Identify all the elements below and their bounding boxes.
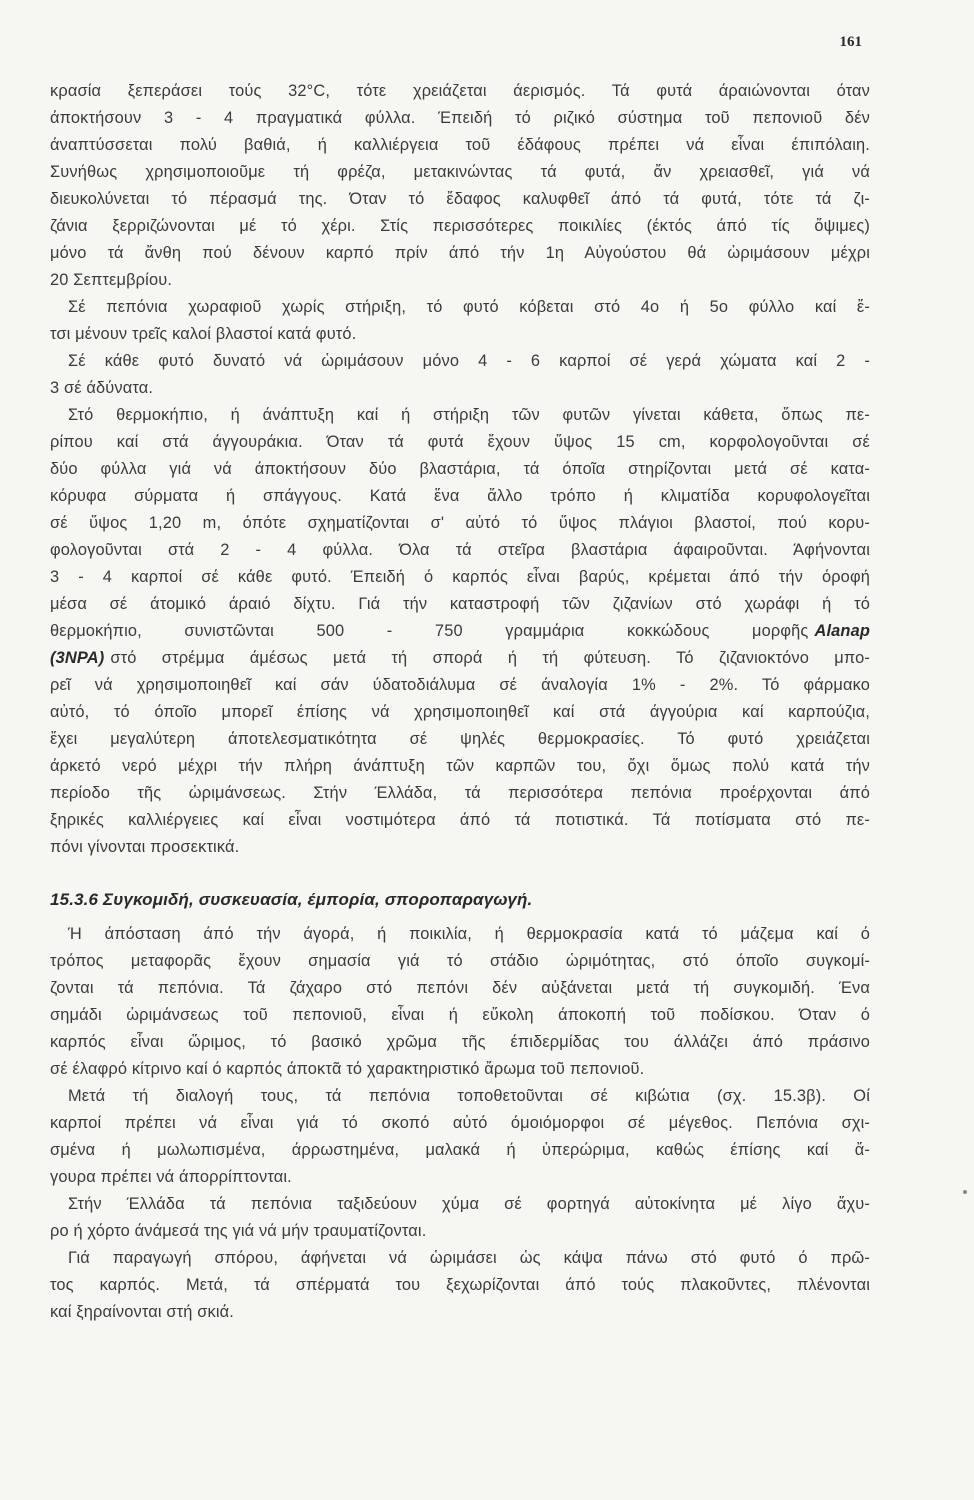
line-text: ρίπου καί στά άγγουράκια. Όταν τά φυτά ἔχουν ὕψος 15 cm, κορφολογοῦνται σέ	[50, 433, 870, 451]
line-text: σμένα ή μωλωπισμένα, άρρωστημένα, μαλακά ή ὑπερώριμα, καθώς έπίσης καί ἄ-	[50, 1141, 870, 1159]
line-text: άναπτύσσεται πολύ βαθιά, ή καλλιέργεια τοῦ έδάφους πρέπει νά εἶναι έπιπόλαιη.	[50, 136, 870, 154]
text-line	[50, 402, 870, 429]
page-body	[50, 78, 870, 1326]
text-line	[50, 375, 870, 402]
line-text: ρεῖ νά χρησιμοποιηθεῖ καί σάν ύδατοδιάλυμα σέ άναλογία 1% - 2%. Τό φάρμακο	[50, 676, 870, 694]
line-text: σέ έλαφρό κίτρινο καί ό καρπός άποκτᾶ τό χαρακτηριστικό ἄρωμα τοῦ πεπονιοῦ.	[50, 1060, 645, 1078]
text-line	[50, 1110, 870, 1137]
line-text: καρποί πρέπει νά εἶναι γιά τό σκοπό αὐτό όμοιόμορφοι σέ μέγεθος. Πεπόνια σχι-	[50, 1114, 870, 1132]
text-line	[50, 267, 870, 294]
text-line	[50, 429, 870, 456]
line-text: ρο ή χόρτο άνάμεσά της γιά νά μήν τραυματίζονται.	[50, 1222, 427, 1240]
line-text: Ή άπόσταση άπό τήν άγορά, ή ποικιλία, ή θερμοκρασία κατά τό μάζεμα καί ό	[68, 925, 870, 943]
line-text: ζονται τά πεπόνια. Τά ζάχαρο στό πεπόνι δέν αὐξάνεται μετά τή συγκομιδή. Ένα	[50, 979, 870, 997]
line-text: καί ξηραίνονται στή σκιά.	[50, 1303, 234, 1321]
line-text: γουρα πρέπει νά άπορρίπτονται.	[50, 1168, 292, 1186]
line-text: σέ ὕψος 1,20 m, όπότε σχηματίζονται σ' αὐτό τό ὕψος πλάγιοι βλαστοί, πού κορυ-	[50, 514, 870, 532]
text-line	[50, 321, 870, 348]
line-text: Γιά παραγωγή σπόρου, άφήνεται νά ὡριμάσει ὡς κάψα πάνω στό φυτό ό πρῶ-	[68, 1249, 870, 1267]
text-line	[50, 753, 870, 780]
line-text: κόρυφα σύρματα ή σπάγγους. Κατά ἕνα ἄλλο τρόπο ή κλιματίδα κορυφολογεῖται	[50, 487, 870, 505]
line-text: 3 σέ άδύνατα.	[50, 379, 154, 397]
line-text: τσι μένουν τρεῖς καλοί βλαστοί κατά φυτό.	[50, 325, 357, 343]
text-line	[50, 975, 870, 1002]
line-text: ξηρικές καλλιέργειες καί εἶναι νοστιμότερα άπό τά ποτιστικά. Τά ποτίσματα στό πε-	[50, 811, 870, 829]
line-text: θερμοκήπιο, συνιστῶνται 500 - 750 γραμμάρια κοκκώδους μορφῆς	[50, 622, 809, 640]
text-line	[50, 726, 870, 753]
line-text: καρπός εἶναι ὥριμος, τό βασικό χρῶμα τῆς έπιδερμίδας του άλλάζει άπό πράσινο	[50, 1033, 870, 1051]
text-line	[50, 1299, 870, 1326]
line-text: μόνο τά ἄνθη πού δένουν καρπό πρίν άπό τήν 1η Αὐγούστου θά ὡριμάσουν μέχρι	[50, 244, 870, 262]
text-line	[50, 921, 870, 948]
text-line	[50, 159, 870, 186]
text-line	[50, 1191, 870, 1218]
text-line	[50, 105, 870, 132]
line-text: άρκετό νερό μέχρι τήν πλήρη άνάπτυξη τῶν καρπῶν του, ὄχι ὅμως πολύ κατά τήν	[50, 757, 870, 775]
line-text: αὐτό, τό όποῖο μπορεῖ έπίσης νά χρησιμοποιηθεῖ καί στά άγγούρια καί καρπούζια,	[50, 703, 870, 721]
text-line	[50, 645, 870, 672]
line-text: Σέ κάθε φυτό δυνατό νά ὡριμάσουν μόνο 4 - 6 καρποί σέ γερά χώματα καί 2 -	[68, 352, 870, 370]
text-line	[50, 672, 870, 699]
text-line	[50, 948, 870, 975]
text-line	[50, 78, 870, 105]
line-text: Συνήθως χρησιμοποιοῦμε τή φρέζα, μετακινώντας τά φυτά, ἄν χρειασθεῖ, γιά νά	[50, 163, 870, 181]
line-text: μέσα σέ άτομικό άραιό δίχτυ. Γιά τήν καταστροφή τῶν ζιζανίων στό χωράφι ή τό	[50, 595, 870, 613]
text-line	[50, 483, 870, 510]
text-line	[50, 510, 870, 537]
line-text: ζάνια ξερριζώνονται μέ τό χέρι. Στίς περισσότερες ποικιλίες (έκτός άπό τίς ὄψιμες)	[50, 217, 870, 235]
text-line	[50, 294, 870, 321]
line-text: κρασία ξεπεράσει τούς 32°C, τότε χρειάζεται άερισμός. Τά φυτά άραιώνονται όταν	[50, 82, 870, 100]
text-line	[50, 1218, 870, 1245]
text-line	[50, 591, 870, 618]
text-line	[50, 1272, 870, 1299]
line-text: 3 - 4 καρποί σέ κάθε φυτό. Έπειδή ό καρπός εἶναι βαρύς, κρέμεται άπό τήν όροφή	[50, 568, 870, 586]
text-line	[50, 537, 870, 564]
scan-speck	[963, 1190, 967, 1194]
text-line	[50, 699, 870, 726]
text-line	[50, 1164, 870, 1191]
page-number: 161	[839, 34, 862, 50]
line-text: Στήν Έλλάδα τά πεπόνια ταξιδεύουν χύμα σέ φορτηγά αὐτοκίνητα μέ λίγο ἄχυ-	[68, 1195, 870, 1213]
line-text: άποκτήσουν 3 - 4 πραγματικά φύλλα. Έπειδή τό ριζικό σύστημα τοῦ πεπονιοῦ δέν	[50, 109, 870, 127]
text-line	[50, 1002, 870, 1029]
text-line	[50, 456, 870, 483]
text-line	[50, 780, 870, 807]
line-text: Στό θερμοκήπιο, ή άνάπτυξη καί ή στήριξη τῶν φυτῶν γίνεται κάθετα, ὅπως πε-	[68, 406, 870, 424]
text-line	[50, 1137, 870, 1164]
text-line	[50, 1056, 870, 1083]
text-line	[50, 834, 870, 861]
text-line	[50, 240, 870, 267]
text-line	[50, 1029, 870, 1056]
line-text: Μετά τή διαλογή τους, τά πεπόνια τοποθετοῦνται σέ κιβώτια (σχ. 15.3β). Οί	[68, 1087, 870, 1105]
text-line	[50, 348, 870, 375]
line-text: σημάδι ὡριμάνσεως τοῦ πεπονιοῦ, εἶναι ή εὔκολη άποκοπή τοῦ ποδίσκου. Όταν ό	[50, 1006, 870, 1024]
line-text: ἔχει μεγαλύτερη άποτελεσματικότητα σέ ψηλές θερμοκρασίες. Τό φυτό χρειάζεται	[50, 730, 870, 748]
line-text: 20 Σεπτεμβρίου.	[50, 271, 173, 289]
text-line	[50, 186, 870, 213]
emphasis-text: Alanap	[814, 622, 870, 640]
line-text: στό στρέμμα άμέσως μετά τή σπορά ή τή φύτευση. Τό ζιζανιοκτόνο μπο-	[110, 649, 870, 667]
line-text: δύο φύλλα γιά νά άποκτήσουν δύο βλαστάρια, τά όποῖα στηρίζονται μετά σέ κατα-	[50, 460, 870, 478]
text-line	[50, 807, 870, 834]
line-text: φολογοῦνται στά 2 - 4 φύλλα. Όλα τά στεῖρα βλαστάρια άφαιροῦνται. Άφήνονται	[50, 541, 870, 559]
line-text: Σέ πεπόνια χωραφιοῦ χωρίς στήριξη, τό φυτό κόβεται στό 4ο ή 5ο φύλλο καί ἔ-	[68, 298, 870, 316]
line-text: περίοδο τῆς ὡριμάνσεως. Στήν Έλλάδα, τά περισσότερα πεπόνια προέρχονται άπό	[50, 784, 870, 802]
text-line	[50, 1083, 870, 1110]
text-line	[50, 618, 870, 645]
line-text: τος καρπός. Μετά, τά σπέρματά του ξεχωρίζονται άπό τούς πλακοῦντες, πλένονται	[50, 1276, 870, 1294]
emphasis-text: (3NPA)	[50, 649, 105, 667]
text-line	[50, 132, 870, 159]
line-text: τρόπος μεταφορᾶς ἔχουν σημασία γιά τό στάδιο ὡριμότητας, στό όποῖο συγκομί-	[50, 952, 870, 970]
section-heading: 15.3.6 Συγκομιδή, συσκευασία, έμπορία, σποροπαραγωγή.	[50, 890, 533, 909]
line-text: διευκολύνεται τό πέρασμά της. Όταν τό ἔδαφος καλυφθεῖ άπό τά φυτά, τότε τά ζι-	[50, 190, 870, 208]
text-line	[50, 213, 870, 240]
text-line	[50, 564, 870, 591]
text-line	[50, 1245, 870, 1272]
line-text: πόνι γίνονται προσεκτικά.	[50, 838, 240, 856]
